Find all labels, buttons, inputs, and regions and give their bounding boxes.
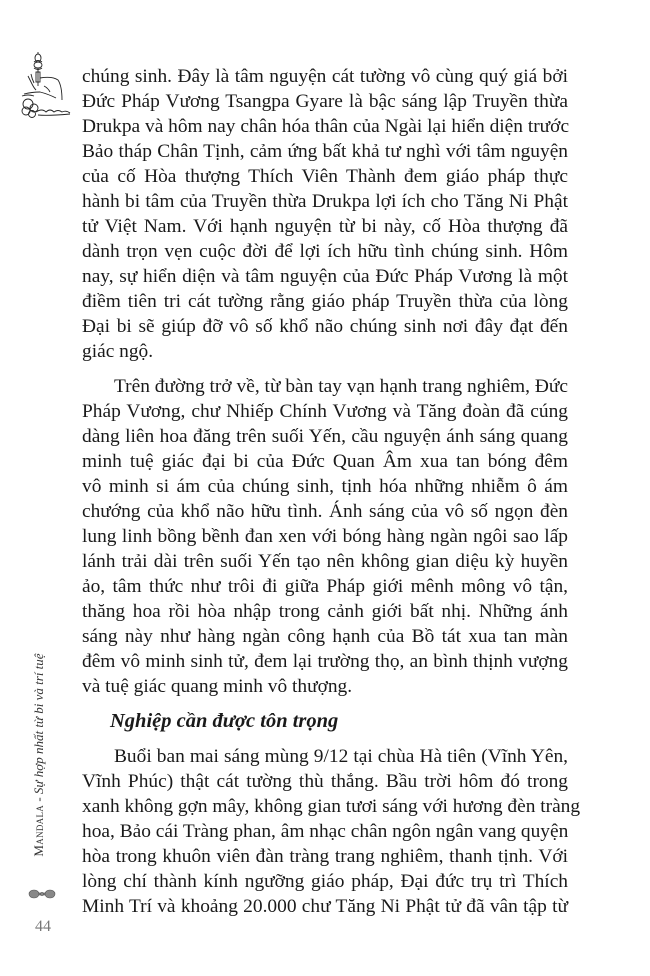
text-line: nay, sự hiển diện và tâm nguyện của Đức Pháp Vương là một xyxy=(82,266,568,287)
book-subtitle: Sự hợp nhất từ bi và trí tuệ xyxy=(31,653,46,795)
paragraph xyxy=(82,64,568,364)
body-text xyxy=(82,64,581,919)
text-line: của cố Hòa thượng Thích Viên Thành đem giáo pháp thực xyxy=(82,166,568,187)
text-line: hoa, Bảo cái Tràng phan, âm nhạc chân ngôn ngân vang quyện xyxy=(82,821,569,842)
running-header-text xyxy=(31,653,47,856)
running-header xyxy=(24,640,54,870)
text-line: tử Việt Nam. Với hạnh nguyện từ bi này, cố Hòa thượng đã xyxy=(82,216,568,237)
page-number: 44 xyxy=(35,918,51,935)
text-line: Pháp Vương, chư Nhiếp Chính Vương và Tăng đoàn đã cúng xyxy=(82,401,568,422)
text-line: lánh trải dài trên suối Yến tạo nên không gian diệu kỳ huyền xyxy=(82,551,568,572)
paragraph xyxy=(82,374,568,699)
text-line: minh tuệ giác đại bi của Đức Quan Âm xua tan bóng đêm xyxy=(82,451,568,472)
text-line: thăng hoa rồi hòa nhập trong cảnh giới bất nhị. Những ánh xyxy=(82,601,568,622)
text-line: hòa trong khuôn viên đàn tràng trang nghiêm, thanh tịnh. Với xyxy=(82,846,568,867)
text-line: lòng chí thành kính ngưỡng giáo pháp, Đại đức trụ trì Thích xyxy=(82,871,568,892)
text-line: vô minh si ám của chúng sinh, tịnh hóa những nhiễm ô ám xyxy=(82,476,568,497)
paragraph-gap xyxy=(82,364,568,374)
text-line: dành trọn vẹn cuộc đời để lợi ích hữu tình chúng sinh. Hôm xyxy=(82,241,568,262)
text-line: Drukpa và hôm nay chân hóa thân của Ngài lại hiển diện trước xyxy=(82,116,570,137)
text-line: giác ngộ. xyxy=(82,341,154,362)
text-line: Trên đường trở về, từ bàn tay vạn hạnh trang nghiêm, Đức xyxy=(114,376,568,397)
text-line: hành bi tâm của Truyền thừa Drukpa lợi ích cho Tăng Ni Phật xyxy=(82,191,568,212)
vajra-hand-lotus-icon xyxy=(18,50,72,122)
text-line: Minh Trí và khoảng 20.000 chư Tăng Ni Phật tử đã vân tập từ xyxy=(82,896,568,917)
text-line: dàng liên hoa đăng trên suối Yến, cầu nguyện ánh sáng quang xyxy=(82,426,568,447)
title-separator: - xyxy=(31,794,46,805)
text-line: lung linh bồng bềnh đan xen với bóng hàng ngàn ngôi sao lấp xyxy=(82,526,568,547)
double-vajra-icon xyxy=(28,888,56,900)
book-title: Mandala xyxy=(31,804,46,857)
text-line: điềm tiên tri cát tường rằng giáo pháp Truyền thừa của lòng xyxy=(82,291,568,312)
text-line: Vĩnh Phúc) thật cát tường thù thắng. Bầu trời hôm đó trong xyxy=(82,771,568,792)
text-line: và tuệ giác quang minh vô thượng. xyxy=(82,676,353,697)
text-line: đêm vô minh sinh tử, đem lại trường thọ, an bình thịnh vượng xyxy=(82,651,568,672)
text-line: Đại bi sẽ giúp đỡ vô số khổ não chúng sinh nơi đây đạt đến xyxy=(82,316,568,337)
text-line: sáng này như hàng ngàn công hạnh của Bồ tát xua tan màn xyxy=(82,626,568,647)
section-heading: Nghiệp cần được tôn trọng xyxy=(110,710,339,732)
text-line: Đức Pháp Vương Tsangpa Gyare là bậc sáng lập Truyền thừa xyxy=(82,91,568,112)
text-line: chúng sinh. Đây là tâm nguyện cát tường vô cùng quý giá bởi xyxy=(82,66,568,87)
paragraph xyxy=(82,744,581,919)
text-line: chướng của khổ não hữu tình. Ánh sáng của vô số ngọn đèn xyxy=(82,501,568,522)
text-line: xanh không gợn mây, không gian tươi sáng với hương đèn tràng xyxy=(82,796,581,817)
text-line: Bảo tháp Chân Tịnh, cảm ứng bất khả tư nghì với tâm nguyện xyxy=(82,141,568,162)
text-line: ảo, tâm thức như trôi đi giữa Pháp giới mênh mông vô tận, xyxy=(82,576,568,597)
text-line: Buổi ban mai sáng mùng 9/12 tại chùa Hà tiên (Vĩnh Yên, xyxy=(114,746,568,767)
